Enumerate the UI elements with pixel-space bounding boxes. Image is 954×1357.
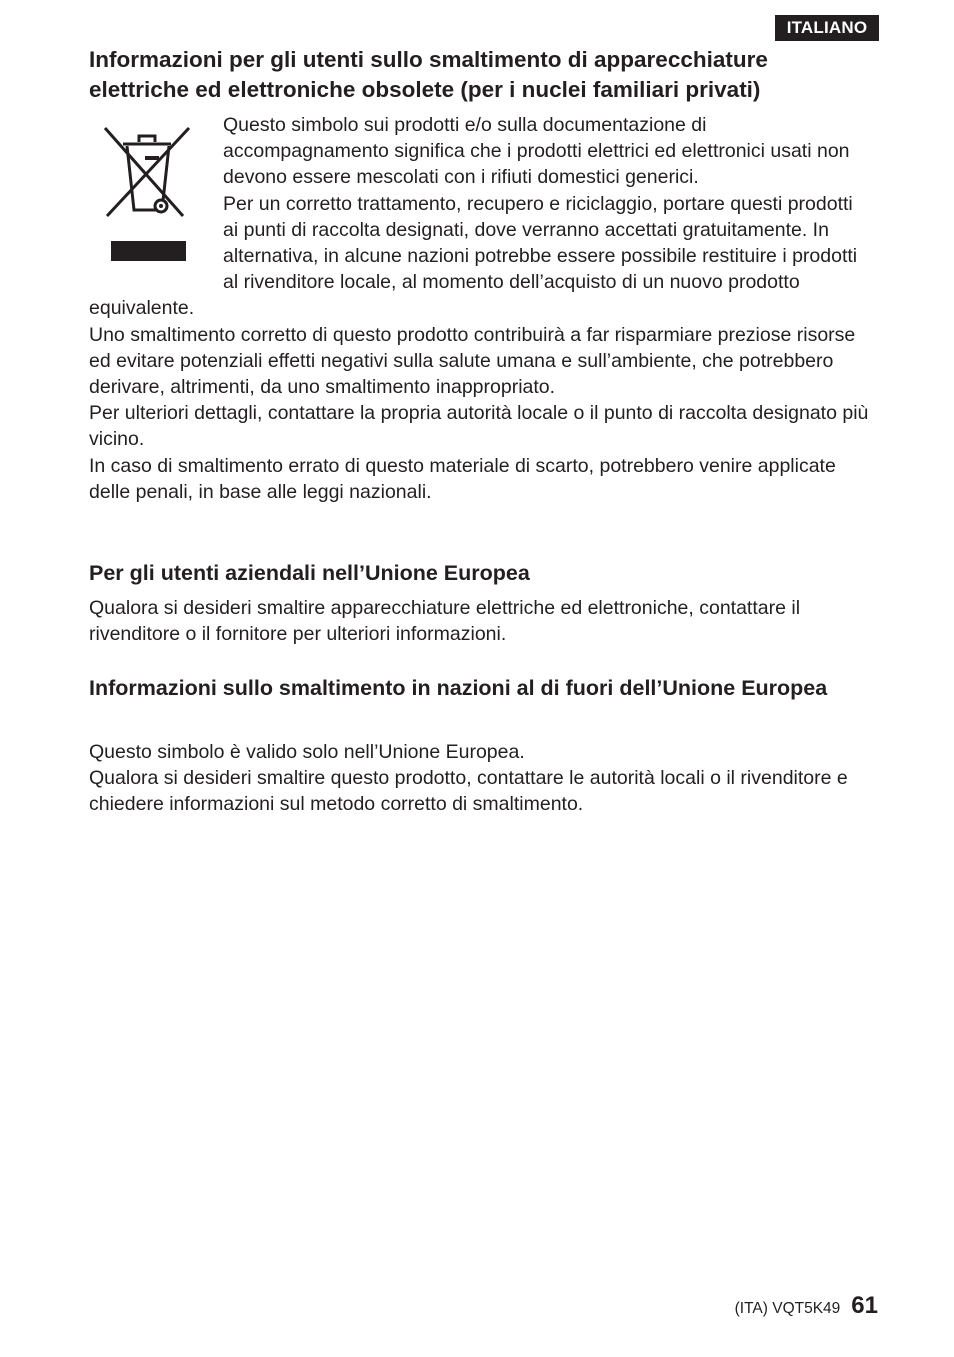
paragraph: In caso di smaltimento errato di questo materiale di scarto, potrebbero venire applicate delle penali, in base alle leggi nazionali.: [89, 454, 836, 503]
paragraph: Per un corretto trattamento, recupero e riciclaggio, portare questi prodotti ai punti di raccolta designati, dove verranno accettati gratuitamente. In alternativa, in alcune nazioni potrebbe essere possibile restituire i prodotti al rivenditore locale, al momento dell’acquisto di un nuovo prodotto equivalente.: [89, 192, 858, 320]
weee-date-bar: [111, 241, 186, 261]
section-title-outside-eu: Informazioni sullo smaltimento in nazioni al di fuori dell’Unione Europea: [89, 676, 828, 700]
weee-symbol: [89, 112, 223, 294]
paragraph: Uno smaltimento corretto di questo prodotto contribuirà a far risparmiare preziose risorse ed evitare potenziali effetti negativi sulla salute umana e sull’ambiente, che potrebbero derivare, altrimenti, da uno smaltimento inappropriato.: [89, 323, 856, 399]
paragraph: Qualora si desideri smaltire apparecchiature elettriche ed elettroniche, contattare il rivenditore o il fornitore per ulteriori informazioni.: [89, 597, 801, 646]
paragraph: Per ulteriori dettagli, contattare la propria autorità locale o il punto di raccolta designato più vicino.: [89, 402, 869, 451]
section-title-household-disposal: Informazioni per gli utenti sullo smaltimento di apparecchiature elettriche ed elettroniche obsolete (per i nuclei familiari privati): [89, 47, 768, 102]
page-footer: [735, 1292, 878, 1320]
paragraph: Questo simbolo è valido solo nell’Unione Europea.: [89, 741, 525, 763]
household-disposal-body: [89, 112, 869, 505]
language-tab: ITALIANO: [775, 15, 879, 41]
paragraph: Qualora si desideri smaltire questo prodotto, contattare le autorità locali o il rivenditore e chiedere informazioni sul metodo corretto di smaltimento.: [89, 767, 848, 816]
outside-eu-body: [89, 739, 869, 818]
page-number: 61: [851, 1292, 878, 1319]
paragraph: Questo simbolo sui prodotti e/o sulla documentazione di accompagnamento significa che i prodotti elettrici ed elettronici usati non devono essere mescolati con i rifiuti domestici generici.: [223, 114, 850, 189]
document-code: (ITA) VQT5K49: [734, 1300, 841, 1317]
section-title-business-users: Per gli utenti aziendali nell’Unione Europea: [89, 561, 530, 585]
crossed-out-wheeled-bin-icon: [99, 124, 195, 236]
